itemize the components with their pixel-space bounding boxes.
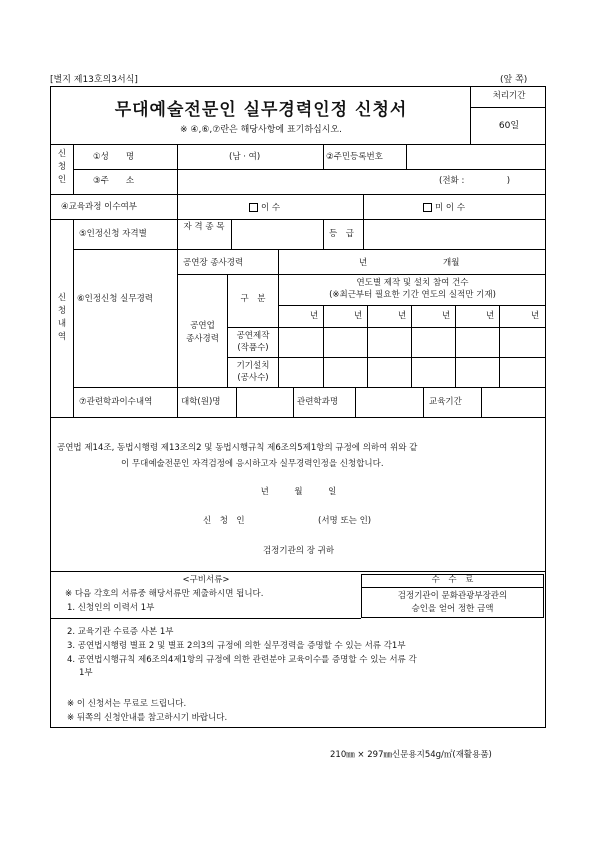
gender-option[interactable]: (남 · 여): [229, 152, 261, 162]
dept-history-label: ⑦관련학과이수내역: [79, 397, 153, 407]
completed-checkbox[interactable]: 이 수: [249, 203, 280, 214]
yearly-count-header: 연도별 제작 및 설치 참여 건수: [356, 278, 469, 288]
industry-career-label: 공연업 종사경력: [186, 321, 219, 344]
statement-line-2: 이 무대예술전문인 자격검정에 응시하고자 실무경력인정을 신청합니다.: [121, 459, 384, 469]
yearly-count-note: (※최근부터 필요한 기간 연도의 실적만 기재): [329, 290, 496, 300]
application-date[interactable]: 년 월 일: [260, 487, 337, 497]
checkbox-icon: [423, 203, 432, 212]
period-label: 교육기간: [429, 397, 462, 407]
fee-heading: 수 수 료: [431, 575, 474, 585]
applicant-section-label: 신 청 인: [57, 149, 67, 185]
documents-heading: <구비서류>: [182, 575, 230, 585]
signature-field[interactable]: (서명 또는 인): [318, 516, 372, 526]
qualification-type-field[interactable]: [232, 221, 322, 247]
documents-note: ※ 다음 각호의 서류중 해당서류만 제출하시면 됩니다.: [65, 589, 264, 599]
university-field[interactable]: [237, 389, 292, 415]
document-item: 3. 공연법시행령 별표 2 및 별표 2의3의 규정에 의한 실무경력을 증명할 수 있는 서류 각1부: [67, 641, 406, 651]
fee-line-1: 검정기관이 문화관광부장관의: [397, 591, 508, 601]
period-field[interactable]: [482, 389, 544, 415]
free-form-note: ※ 이 신청서는 무료로 드립니다.: [67, 699, 187, 709]
career-label: ⑥인정신청 실무경력: [77, 294, 154, 304]
name-label: ①성 명: [93, 152, 135, 162]
year-col[interactable]: 년: [531, 311, 540, 321]
department-label: 관련학과명: [297, 397, 339, 407]
applicant-sign-label: 신 청 인: [203, 516, 245, 526]
document-item: 4. 공연법시행규칙 제6조의4제1항의 규정에 의한 관련분야 교육이수를 증명할 수 있는 서류 각: [67, 655, 417, 665]
university-label: 대학(원)명: [181, 397, 221, 407]
page-side-label: (앞 쪽): [500, 75, 528, 85]
grade-field[interactable]: [364, 221, 544, 247]
career-months[interactable]: 개월: [443, 258, 460, 268]
resident-id-field[interactable]: [407, 145, 545, 168]
grade-label: 등 급: [329, 229, 354, 239]
form-number: [별지 제13호의3서식]: [50, 75, 138, 85]
address-label: ③주 소: [93, 176, 135, 186]
guide-note: ※ 뒤쪽의 신청안내를 참고하시기 바랍니다.: [67, 713, 228, 723]
year-col[interactable]: 년: [442, 311, 451, 321]
resident-id-label: ②주민등록번호: [326, 152, 383, 162]
statement-line-1: 공연법 제14조, 동법시행령 제13조의2 및 동법시행규칙 제6조의5제1항의 규정에 의하여 위와 같: [57, 443, 418, 453]
processing-period-label: 처리기간: [492, 91, 526, 101]
form-subtitle: ※ ④,⑥,⑦란은 해당사항에 표기하십시오.: [180, 125, 342, 135]
qualification-label: ⑤인정신청 자격별: [79, 229, 147, 239]
form-title: 무대예술전문인 실무경력인정 신청서: [114, 100, 408, 120]
career-years[interactable]: 년: [359, 258, 368, 268]
production-label: 공연제작 (작품수): [236, 331, 270, 353]
application-form: [50, 86, 546, 728]
paper-spec: 210㎜ × 297㎜신문용지54g/㎡(재활용품): [330, 750, 492, 760]
year-col[interactable]: 년: [398, 311, 407, 321]
fee-line-2: 승인을 얻어 정한 금액: [411, 604, 494, 614]
document-item: 1부: [79, 668, 93, 678]
document-item: 2. 교육기관 수료증 사본 1부: [67, 627, 174, 637]
recipient: 검정기관의 장 귀하: [262, 546, 335, 556]
phone-field[interactable]: (전화 : ): [439, 176, 511, 186]
venue-career-label: 공연장 종사경력: [183, 258, 244, 268]
details-section-label: 신 청 내 역: [57, 293, 67, 342]
year-col[interactable]: 년: [486, 311, 495, 321]
address-field[interactable]: [178, 171, 428, 193]
division-label: 구 분: [240, 294, 266, 304]
checkbox-icon: [249, 203, 258, 212]
year-col[interactable]: 년: [354, 311, 363, 321]
document-item: 1. 신청인의 이력서 1부: [67, 603, 155, 613]
installation-label: 기기설치 (공사수): [236, 361, 270, 383]
year-col[interactable]: 년: [310, 311, 319, 321]
education-completion-label: ④교육과정 이수여부: [61, 202, 138, 212]
not-completed-checkbox[interactable]: 미 이 수: [423, 203, 465, 214]
qualification-type-label: 자 격 종 목: [183, 222, 225, 232]
department-field[interactable]: [356, 389, 421, 415]
processing-period-value: 60일: [498, 121, 520, 131]
